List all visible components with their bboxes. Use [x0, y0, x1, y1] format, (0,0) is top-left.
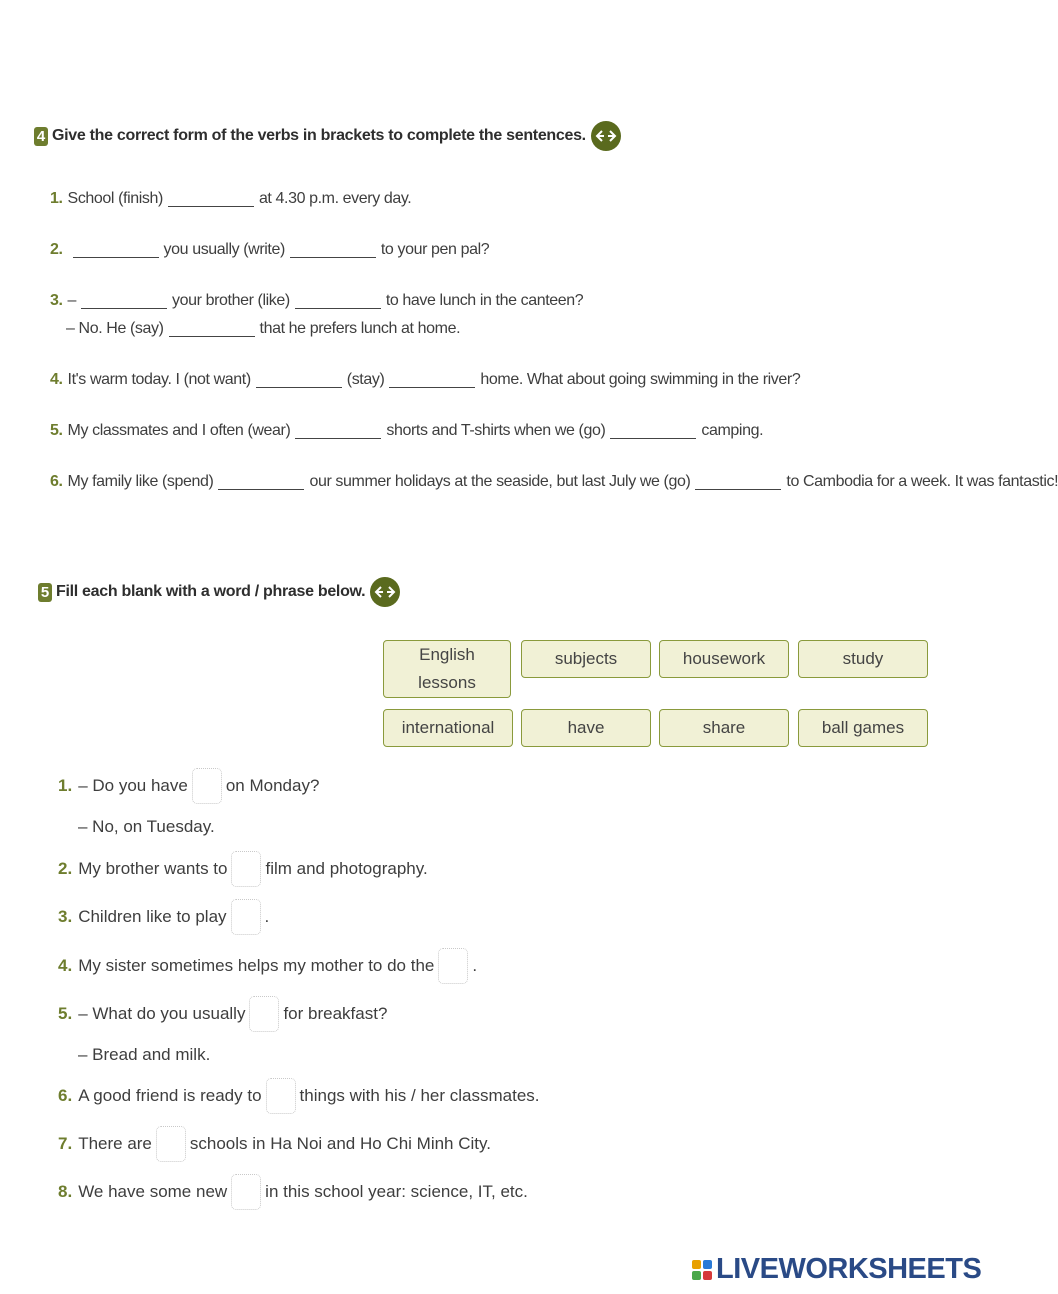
exercise-5-sentence — [58, 1078, 540, 1114]
answer-box[interactable] — [249, 996, 279, 1032]
sentence-text: It's warm today. I (not want) — [67, 371, 251, 388]
sentence-text: to Cambodia for a week. It was fantastic! — [786, 473, 1058, 490]
answer-box[interactable] — [231, 899, 261, 935]
answer-box[interactable] — [231, 851, 261, 887]
sentence-text: – Do you have — [78, 776, 188, 795]
logo-square — [703, 1260, 712, 1269]
swap-arrows-icon[interactable] — [370, 577, 400, 607]
answer-blank[interactable] — [81, 292, 167, 309]
exercise-5-number: 5 — [38, 583, 52, 602]
exercise-5-sentence — [58, 768, 319, 804]
sentence-text: – No. He (say) — [66, 320, 164, 337]
answer-blank[interactable] — [295, 422, 381, 439]
word-chip[interactable]: English lessons — [383, 640, 511, 698]
sentence-text: We have some new — [78, 1182, 228, 1201]
sentence-number: 6. — [58, 1086, 73, 1105]
logo-square — [692, 1271, 701, 1280]
sentence-number: 1. — [58, 776, 73, 795]
logo-square — [703, 1271, 712, 1280]
answer-box[interactable] — [266, 1078, 296, 1114]
exercise-5-sentence — [58, 996, 387, 1032]
sentence-text: My family like (spend) — [67, 473, 214, 490]
answer-blank[interactable] — [610, 422, 696, 439]
exercise-5-sentence — [58, 851, 428, 887]
sentence-number: 3. — [58, 907, 73, 926]
sentence-text: A good friend is ready to — [78, 1086, 262, 1105]
sentence-number: 6. — [50, 473, 63, 490]
sentence-number: 4. — [58, 956, 73, 975]
sentence-text: you usually (write) — [163, 241, 285, 258]
exercise-5-sentence — [58, 948, 477, 984]
sentence-text: School (finish) — [67, 190, 163, 207]
answer-blank[interactable] — [695, 473, 781, 490]
sentence-text: to have lunch in the canteen? — [385, 292, 584, 309]
sentence-text: things with his / her classmates. — [299, 1086, 540, 1105]
swap-arrows-icon[interactable] — [591, 121, 621, 151]
sentence-text: – — [67, 292, 77, 309]
liveworksheets-logo — [692, 1253, 981, 1286]
word-chip[interactable]: study — [798, 640, 928, 678]
sentence-text: home. What about going swimming in the river? — [480, 371, 801, 388]
sentence-text: to your pen pal? — [380, 241, 490, 258]
sentence-text: that he prefers lunch at home. — [259, 320, 461, 337]
answer-blank[interactable] — [389, 371, 475, 388]
exercise-4-sentence — [50, 422, 763, 440]
answer-box[interactable] — [156, 1126, 186, 1162]
sentence-text: Children like to play — [78, 907, 227, 926]
sentence-number: 8. — [58, 1182, 73, 1201]
word-chip[interactable]: share — [659, 709, 789, 747]
answer-blank[interactable] — [295, 292, 381, 309]
exercise-5-sentence — [58, 1174, 528, 1210]
sentence-text: My brother wants to — [78, 859, 228, 878]
sentence-text: on Monday? — [225, 776, 320, 795]
exercise-5-title: Fill each blank with a word / phrase below. — [56, 583, 366, 600]
sentence-text: My classmates and I often (wear) — [67, 422, 291, 439]
sentence-text: My sister sometimes helps my mother to do the — [78, 956, 435, 975]
answer-blank[interactable] — [290, 241, 376, 258]
exercise-4-sentence — [50, 371, 800, 389]
word-chip[interactable]: subjects — [521, 640, 651, 678]
sentence-text: your brother (like) — [172, 292, 290, 309]
exercise-5-header — [38, 572, 400, 612]
exercise-5-sentence — [78, 809, 215, 845]
sentence-number: 4. — [50, 371, 63, 388]
exercise-4-header — [34, 116, 621, 156]
logo-mark — [692, 1260, 712, 1280]
answer-box[interactable] — [192, 768, 222, 804]
sentence-text: . — [264, 907, 270, 926]
sentence-text: (stay) — [346, 371, 385, 388]
answer-blank[interactable] — [256, 371, 342, 388]
exercise-4-sentence — [50, 241, 489, 259]
sentence-text: . — [472, 956, 478, 975]
exercise-4-sentence — [50, 190, 411, 208]
word-chip[interactable]: ball games — [798, 709, 928, 747]
answer-blank[interactable] — [168, 190, 254, 207]
sentence-text: shorts and T-shirts when we (go) — [386, 422, 606, 439]
brand-name: LIVEWORKSHEETS — [716, 1253, 982, 1285]
sentence-number: 1. — [50, 190, 63, 207]
word-chip[interactable]: housework — [659, 640, 789, 678]
sentence-text: – Bread and milk. — [78, 1045, 211, 1064]
exercise-4-title: Give the correct form of the verbs in brackets to complete the sentences. — [52, 127, 586, 144]
exercise-5-sentence — [58, 899, 269, 935]
answer-blank[interactable] — [73, 241, 159, 258]
answer-blank[interactable] — [218, 473, 304, 490]
sentence-text: in this school year: science, IT, etc. — [265, 1182, 528, 1201]
sentence-number: 2. — [58, 859, 73, 878]
word-chip[interactable]: international — [383, 709, 513, 747]
exercise-5-sentence — [78, 1037, 210, 1073]
sentence-number: 5. — [58, 1004, 73, 1023]
sentence-number: 5. — [50, 422, 63, 439]
exercise-5-sentence — [58, 1126, 491, 1162]
sentence-text: at 4.30 p.m. every day. — [258, 190, 412, 207]
sentence-text: schools in Ha Noi and Ho Chi Minh City. — [189, 1134, 491, 1153]
sentence-number: 2. — [50, 241, 63, 258]
sentence-number: 7. — [58, 1134, 73, 1153]
word-chip[interactable]: have — [521, 709, 651, 747]
exercise-4-sentence — [50, 473, 1058, 491]
sentence-text: our summer holidays at the seaside, but last July we (go) — [309, 473, 691, 490]
sentence-number: 3. — [50, 292, 63, 309]
sentence-text: film and photography. — [265, 859, 428, 878]
answer-box[interactable] — [438, 948, 468, 984]
answer-box[interactable] — [231, 1174, 261, 1210]
sentence-text: for breakfast? — [283, 1004, 388, 1023]
sentence-text: camping. — [701, 422, 764, 439]
answer-blank[interactable] — [169, 320, 255, 337]
sentence-text: – No, on Tuesday. — [78, 817, 215, 836]
exercise-4-sentence — [66, 320, 460, 338]
logo-square — [692, 1260, 701, 1269]
exercise-4-sentence — [50, 292, 583, 310]
sentence-text: – What do you usually — [78, 1004, 246, 1023]
exercise-4-number: 4 — [34, 127, 48, 146]
sentence-text: There are — [78, 1134, 152, 1153]
